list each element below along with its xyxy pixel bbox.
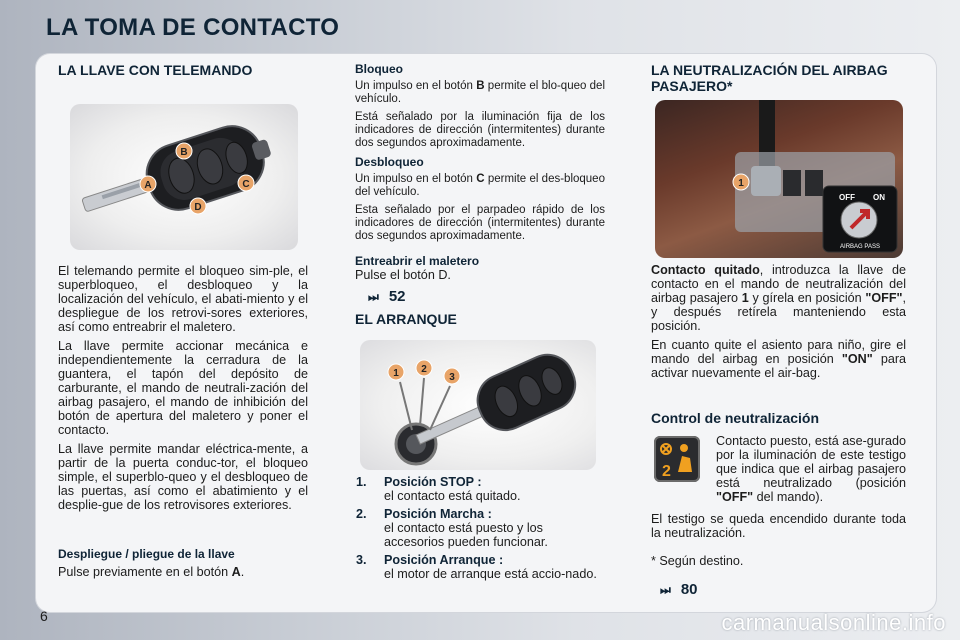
- remote-key-photo: [70, 104, 298, 250]
- fold-text: Pulse previamente en el botón A.: [58, 565, 245, 579]
- ignition-key-photo: [360, 340, 596, 470]
- list-item: 1. Posición STOP : el contacto está quitado.: [356, 475, 521, 503]
- remote-key-heading: LA LLAVE CON TELEMANDO: [58, 62, 253, 78]
- airbag-para-2: En cuanto quite el asiento para niño, gire el mando del airbag en posición "ON" para activar nuevamente el air-bag.: [651, 338, 907, 380]
- control-para-3: El testigo se queda encendido durante toda la neutralización.: [651, 512, 906, 540]
- page-title: LA TOMA DE CONTACTO: [46, 14, 340, 41]
- unlock-text-2: Esta señalado por el parpadeo rápido de los indicadores de dirección (intermitentes) durante dos segundos aproximadamente.: [355, 204, 605, 242]
- fast-forward-icon: ⏭: [660, 583, 671, 597]
- control-text: Contacto puesto, está ase-gurado por la iluminación de este testigo que indica que el airbag pasajero está neutralizado (posición "OFF" del mando).: [716, 434, 906, 504]
- svg-text:2: 2: [662, 463, 671, 480]
- list-item: 2. Posición Marcha : el contacto está puesto y los accesorios pueden funcionar.: [356, 507, 548, 549]
- ignition-label-1: 1: [393, 368, 399, 379]
- fold-heading: Despliegue / pliegue de la llave: [58, 547, 235, 561]
- page-reference-52[interactable]: ⏭ 52: [368, 288, 406, 305]
- airbag-switch-photo: [655, 100, 903, 258]
- page-number: 6: [40, 608, 48, 624]
- airbag-para-1: Contacto quitado, introduzca la llave de contacto en el mando de neutralización del airbag pasajero 1 y gírela en posición "OFF", y después retírela manteniendo esta posición.: [651, 263, 907, 333]
- start-heading: EL ARRANQUE: [355, 311, 457, 327]
- page-reference-80[interactable]: ⏭ 80: [660, 581, 698, 598]
- fold-section: [58, 547, 308, 584]
- middle-column: [355, 62, 605, 248]
- remote-para-3: La llave permite mandar eléctrica-mente, a partir de la puerta conduc-tor, el bloqueo simple, el superblo-queo y el desbloqueo de las puertas, así como el abatimiento y el desplie-gue de los retrovisores exteriores.: [58, 442, 308, 512]
- trunk-heading: Entreabrir el maletero: [355, 254, 480, 268]
- list-item: 3. Posición Arranque : el motor de arranque está accio-nado.: [356, 553, 597, 581]
- left-column: [58, 62, 308, 78]
- key-label-a: A: [144, 180, 152, 191]
- control-footer: [651, 512, 906, 573]
- remote-para-1: El telemando permite el bloqueo sim-ple, el superbloqueo, el desbloqueo y la localización del vehículo, el abati-miento y el despliegue de los retrovi-sores exteriores, así como entreabrir el maletero.: [58, 264, 308, 334]
- key-label-d: D: [194, 202, 202, 213]
- footnote: * Según destino.: [651, 554, 744, 568]
- start-section: [355, 311, 605, 327]
- airbag-warning-icon: [654, 436, 700, 482]
- switch-on-label: ON: [873, 193, 885, 202]
- control-heading: Control de neutralización: [651, 410, 820, 426]
- watermark: carmanualsonline.info: [721, 610, 946, 635]
- unlock-heading: Desbloqueo: [355, 155, 424, 169]
- trunk-text: Pulse el botón D.: [355, 268, 451, 282]
- ignition-positions-list: [356, 475, 606, 585]
- unlock-text-1: Un impulso en el botón C permite el des-bloqueo del vehículo.: [355, 173, 605, 198]
- key-label-b: B: [180, 147, 188, 158]
- remote-key-text: [58, 264, 308, 517]
- switch-off-label: OFF: [839, 193, 855, 202]
- lock-heading: Bloqueo: [355, 62, 403, 76]
- airbag-heading: LA NEUTRALIZACIÓN DEL AIRBAG PASAJERO*: [651, 62, 888, 94]
- fast-forward-icon: ⏭: [368, 290, 379, 304]
- remote-para-2: La llave permite accionar mecánica e independientemente la cerradura de la guantera, el tapón del depósito de carburante, el mando de neutrali-zación del airbag pasajero, el mando de inhibición del botón de apertura del maletero y poner el contacto.: [58, 339, 308, 437]
- ignition-label-2: 2: [421, 364, 427, 375]
- ignition-label-3: 3: [449, 372, 455, 383]
- control-section: [651, 410, 906, 426]
- key-label-c: C: [242, 179, 250, 190]
- trunk-section: [355, 254, 605, 287]
- lock-text-1: Un impulso en el botón B permite el blo-queo del vehículo.: [355, 80, 605, 105]
- switch-caption: AIRBAG PASS: [840, 244, 880, 250]
- right-column: [651, 62, 906, 94]
- airbag-instructions: [651, 263, 906, 385]
- switch-label-1: 1: [738, 178, 744, 189]
- lock-text-2: Está señalado por la iluminación fija de los indicadores de dirección (intermitentes) durante dos segundos aproximadamente.: [355, 111, 605, 149]
